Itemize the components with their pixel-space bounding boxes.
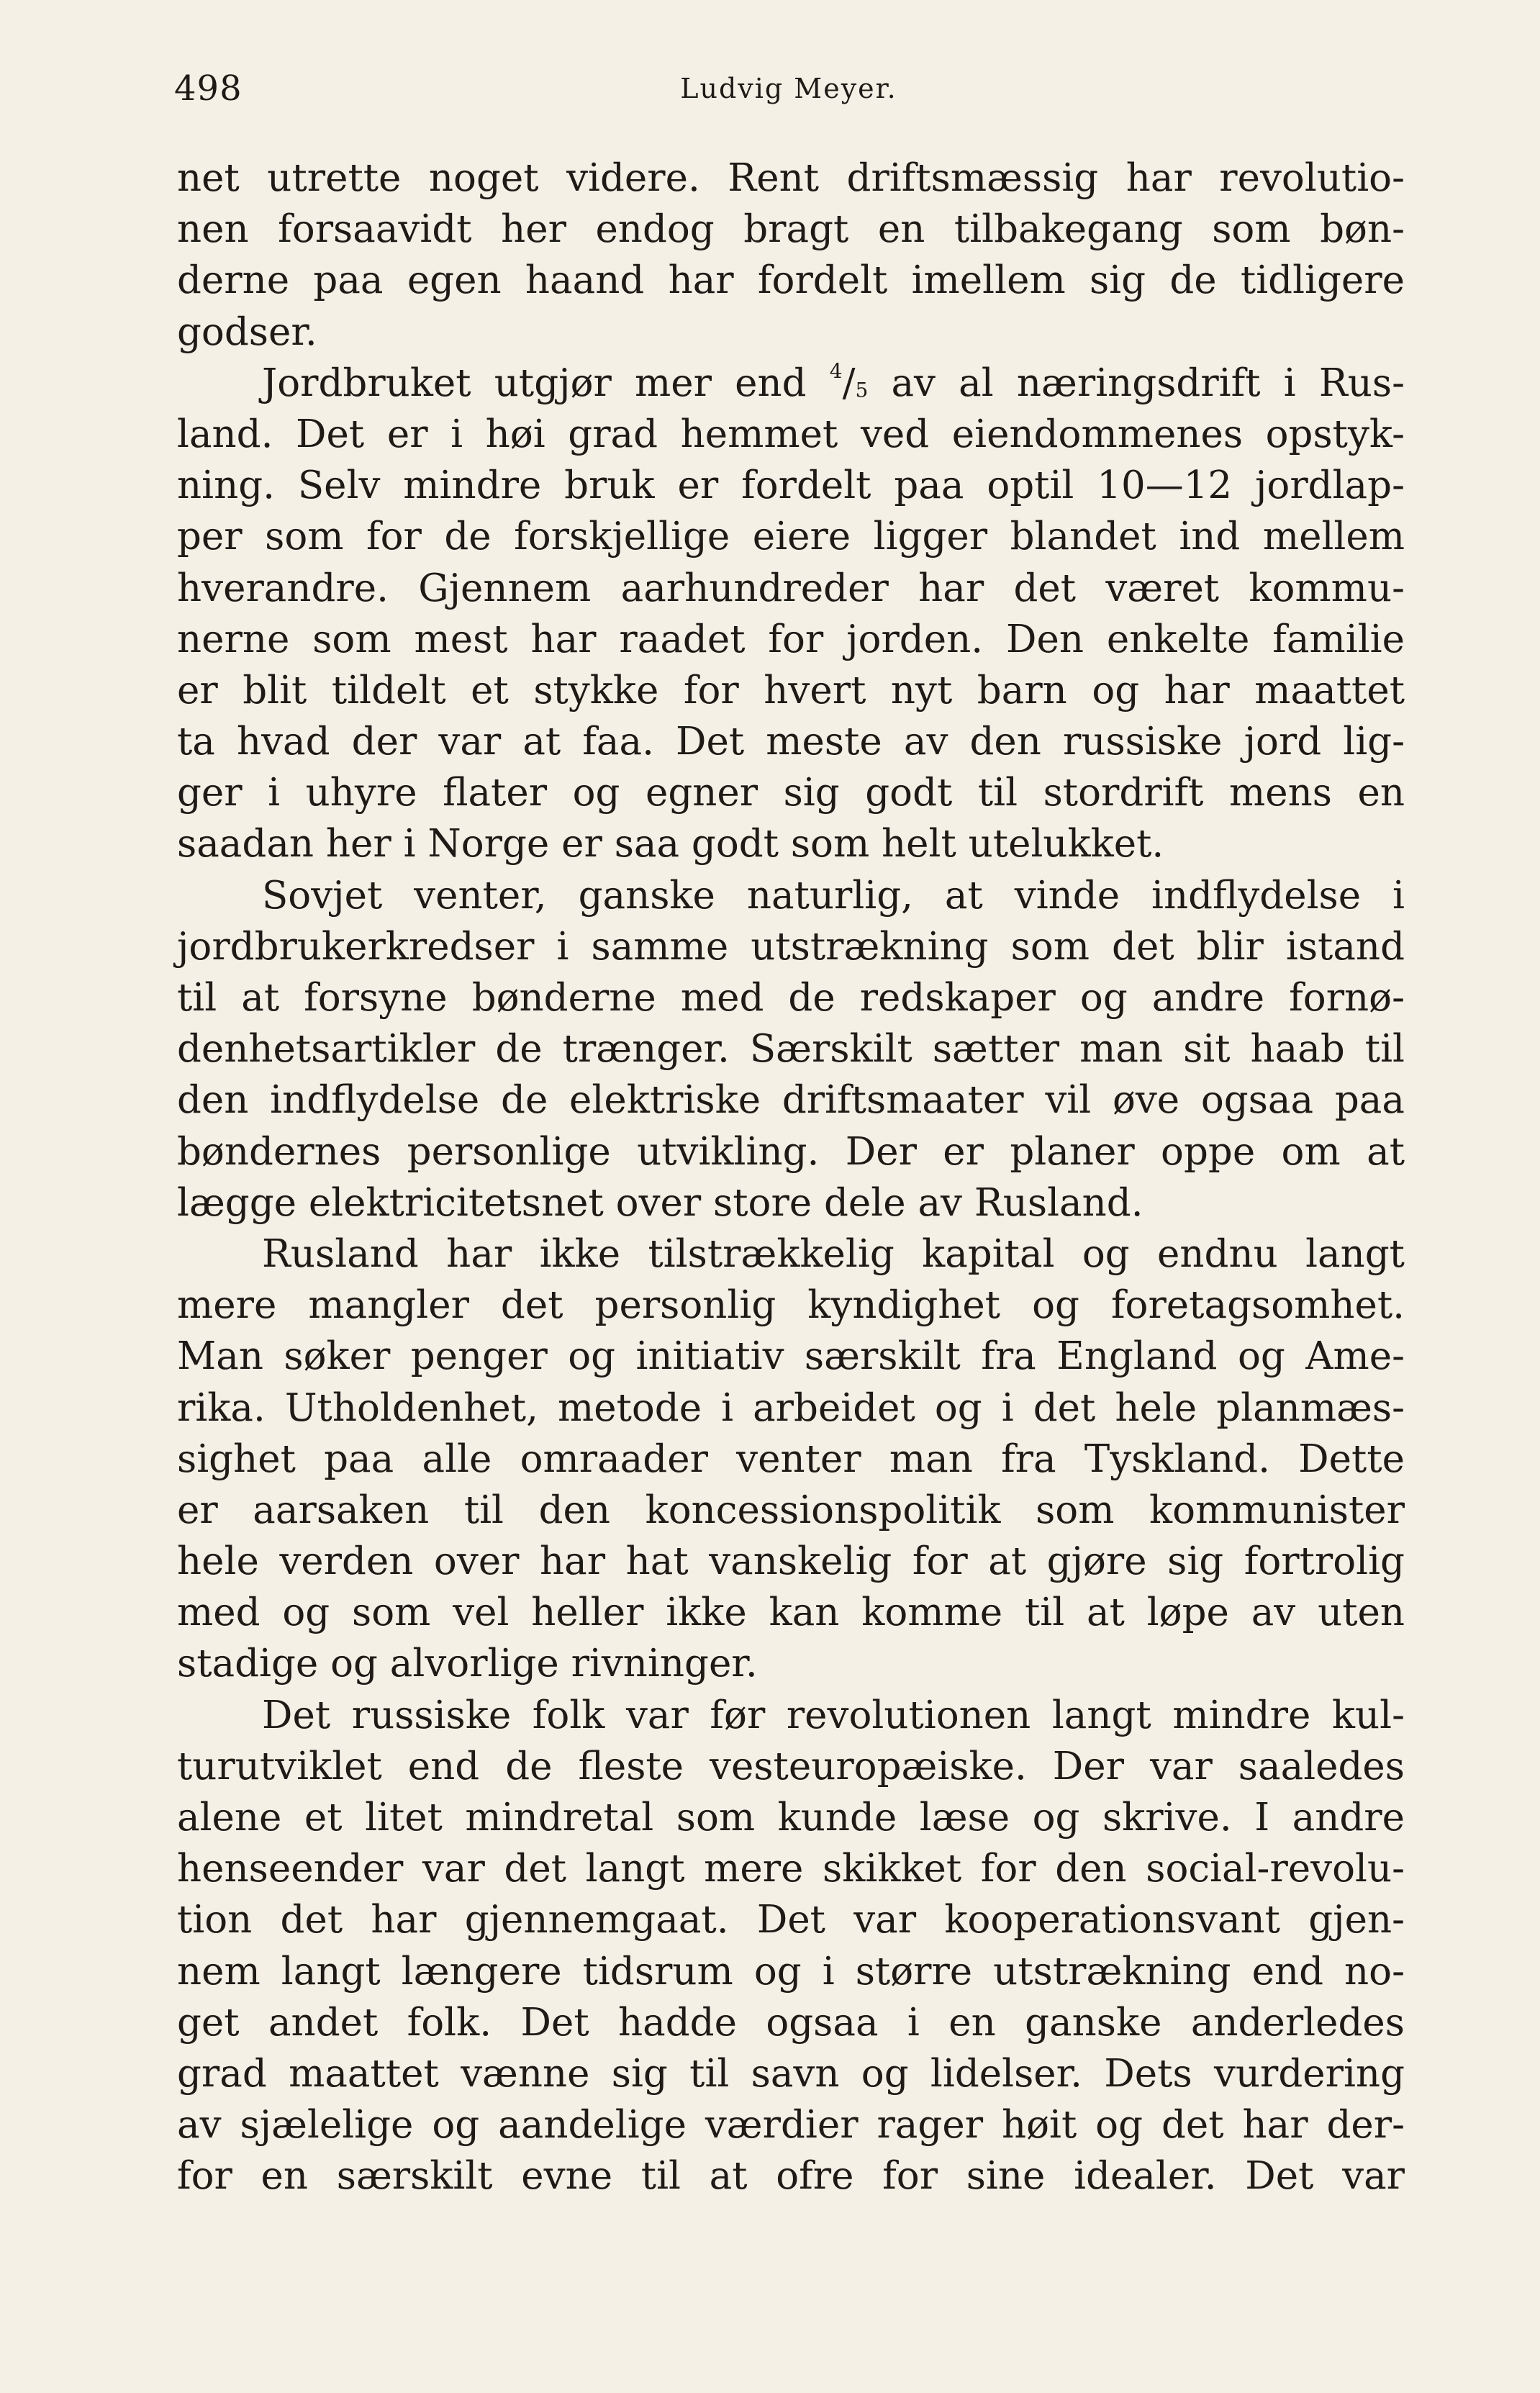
text-line: sighet paa alle omraader venter man fra Tyskland. Dette (177, 1437, 1405, 1481)
text-line: bøndernes personlige utvikling. Der er planer oppe om at (177, 1129, 1405, 1174)
text-line: Rusland har ikke tilstrækkelig kapital og endnu langt (262, 1231, 1405, 1276)
text-line: hverandre. Gjennem aarhundreder har det været kommu- (177, 566, 1405, 610)
text-line: mere mangler det personlig kyndighet og foretagsomhet. (177, 1283, 1405, 1328)
text-line: er blit tildelt et stykke for hvert nyt barn og har maattet (177, 668, 1405, 713)
text-line: rika. Utholdenhet, metode i arbeidet og i det hele planmæs- (177, 1385, 1405, 1430)
running-title: Ludvig Meyer. (680, 73, 897, 104)
text-line: Det russiske folk var før revolutionen langt mindre kul- (262, 1693, 1405, 1737)
text-line: til at forsyne bønderne med de redskaper og andre fornø- (177, 976, 1405, 1020)
text-line: nen forsaavidt her endog bragt en tilbakegang som bøn- (177, 207, 1405, 252)
paragraph (177, 153, 1405, 358)
text-line: get andet folk. Det hadde ogsaa i en ganske anderledes (177, 2000, 1405, 2045)
text-line: Man søker penger og initiativ særskilt fra England og Ame- (177, 1334, 1405, 1379)
text-line: av sjælelige og aandelige værdier rager høit og det har der- (177, 2103, 1405, 2148)
text-line: for en særskilt evne til at ofre for sine idealer. Det var (177, 2154, 1405, 2199)
text-line: stadige og alvorlige rivninger. (177, 1642, 758, 1686)
paragraph (177, 358, 1405, 870)
text-line: Sovjet venter, ganske naturlig, at vinde indflydelse i (262, 873, 1405, 918)
page-number: 498 (174, 68, 243, 109)
text-line: ta hvad der var at faa. Det meste av den russiske jord lig- (177, 720, 1405, 764)
text-line: med og som vel heller ikke kan komme til at løpe av uten (177, 1591, 1405, 1635)
paragraph (177, 1229, 1405, 1690)
text-line: saadan her i Norge er saa godt som helt utelukket. (177, 822, 1164, 867)
text-line: Jordbruket utgjør mer end $^4/_5$ av al næringsdrift i Rus- (262, 358, 1405, 405)
text-line: er aarsaken til den koncessionspolitik som kommunister (177, 1488, 1405, 1532)
paragraph (177, 870, 1405, 1229)
text-line: hele verden over har hat vanskelig for at gjøre sig fortrolig (177, 1539, 1405, 1584)
text-line: godser. (177, 309, 317, 354)
text-line: den indflydelse de elektriske driftsmaater vil øve ogsaa paa (177, 1078, 1405, 1123)
text-line: nerne som mest har raadet for jorden. Den enkelte familie (177, 617, 1405, 661)
paragraph (177, 1690, 1405, 2202)
text-line: alene et litet mindretal som kunde læse og skrive. I andre (177, 1796, 1405, 1840)
text-line: jordbrukerkredser i samme utstrækning som det blir istand (177, 924, 1405, 969)
text-line: ning. Selv mindre bruk er fordelt paa optil 10—12 jordlap- (177, 463, 1405, 508)
text-line: henseender var det langt mere skikket for den social-revolu- (177, 1847, 1405, 1891)
text-line: grad maattet vænne sig til savn og lidelser. Dets vurdering (177, 2051, 1405, 2096)
text-line: tion det har gjennemgaat. Det var kooperationsvant gjen- (177, 1898, 1405, 1942)
text-line: net utrette noget videre. Rent driftsmæssig har revolutio- (177, 156, 1405, 200)
body-text (177, 153, 1405, 2202)
text-line: per som for de forskjellige eiere ligger blandet ind mellem (177, 515, 1405, 559)
text-line: denhetsartikler de trænger. Særskilt sætter man sit haab til (177, 1027, 1405, 1072)
text-line: land. Det er i høi grad hemmet ved eiendommenes opstyk- (177, 412, 1405, 456)
text-line: derne paa egen haand har fordelt imellem sig de tidligere (177, 258, 1405, 303)
text-line: nem langt længere tidsrum og i større utstrækning end no- (177, 1949, 1405, 1994)
text-line: lægge elektricitetsnet over store dele av Rusland. (177, 1180, 1143, 1225)
text-line: ger i uhyre flater og egner sig godt til stordrift mens en (177, 771, 1405, 815)
text-line: turutviklet end de fleste vesteuropæiske. Der var saaledes (177, 1744, 1405, 1788)
running-head (174, 68, 1403, 119)
